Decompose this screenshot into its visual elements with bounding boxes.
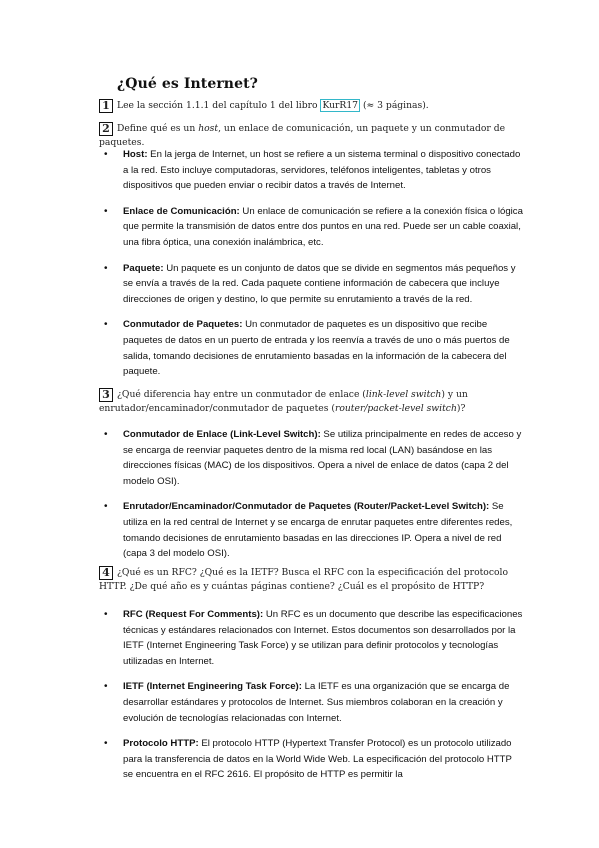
question-text: ¿Qué diferencia hay entre un conmutador de enlace (link-level switch) y un enrutador/encaminador/conmutador de paquetes (router/packet-level switch)?: [99, 389, 468, 414]
definition: Un paquete es un conjunto de datos que se divide en segmentos más pequeños y se envía a través de la red. Cada paquete contiene información de cabecera que incluye direcciones de origen y destino, lo que permite su enrutamiento a través de la red.: [123, 262, 516, 305]
section-title: ¿Qué es Internet?: [117, 76, 258, 92]
question-3: [99, 388, 529, 415]
bullet-icon: •: [104, 681, 108, 693]
definition: Se utiliza principalmente en redes de acceso y se encarga de reenviar paquetes dentro de la misma red local (LAN) basándose en las direcciones físicas (MAC) de los dispositivos. Opera a nivel de enlace de datos (capa 2 del modelo OSI).: [123, 429, 522, 487]
definition: Se utiliza en la red central de Internet y se encarga de enrutar paquetes entre diferentes redes, tomando decisiones de enrutamiento basadas en las direcciones IP. Opera a nivel de red (capa 3 del modelo OSI).: [123, 501, 513, 560]
bullet-icon: •: [104, 205, 108, 217]
question-number: 1: [99, 99, 113, 113]
definition: Un enlace de comunicación se refiere a la conexión física o lógica que permite la transmisión de datos entre dos puntos en una red. Puede ser un cable coaxial, una fibra óptica, una conexión inalámbrica, etc.: [123, 205, 523, 248]
question-text: Define qué es un host, un enlace de comunicación, un paquete y un conmutador de paquetes.: [99, 123, 506, 148]
definition: En la jerga de Internet, un host se refiere a un sistema terminal o dispositivo conectado a la red. Esto incluye computadoras, servidores, teléfonos inteligentes, tabletas y otros dispositivos que pueden enviar o recibir datos a través de Internet.: [123, 149, 521, 192]
definition: La IETF es una organización que se encarga de desarrollar estándares y protocolos de Internet. Sus miembros colaboran en la creación y evolución de tecnologías relacionadas con Internet.: [123, 681, 510, 724]
question-1: [99, 99, 529, 113]
question-number: 4: [99, 566, 113, 580]
list-item: [104, 147, 524, 194]
list-item: [104, 427, 524, 489]
definition: El protocolo HTTP (Hypertext Transfer Protocol) es un protocolo utilizado para la transferencia de datos en la World Wide Web. La especificación del protocolo HTTP se encuentra en el RFC 2616. El propósito de HTTP es permitir la: [123, 738, 512, 781]
definition: Un RFC es un documento que describe las especificaciones técnicas y estándares relacionados con Internet. Estos documentos son desarrollados por la IETF (Internet Engineering Task Force) y se utilizan para definir protocolos y tecnologías utilizadas en Internet.: [123, 609, 523, 667]
term: Enlace de Comunicación:: [123, 205, 240, 217]
bullet-icon: •: [104, 149, 108, 160]
list-item: [104, 679, 524, 726]
bullet-icon: •: [104, 319, 108, 331]
list-item: [104, 204, 524, 251]
question-4: [99, 566, 529, 593]
term: Conmutador de Paquetes:: [123, 319, 243, 331]
list-item: [104, 607, 524, 669]
answer-list-q4: [104, 607, 524, 793]
bullet-icon: •: [104, 609, 108, 620]
bullet-icon: •: [104, 738, 108, 750]
citation-link[interactable]: KurR17: [322, 100, 359, 111]
question-text: ¿Qué es un RFC? ¿Qué es la IETF? Busca el RFC con la especificación del protocolo HTTP. ¿De qué año es y cuántas páginas contiene? ¿Cuál es el propósito de HTTP?: [99, 567, 508, 592]
term: Host:: [123, 149, 148, 160]
bullet-icon: •: [104, 429, 108, 440]
term: Conmutador de Enlace (Link-Level Switch):: [123, 429, 321, 440]
question-text: Lee la sección 1.1.1 del capítulo 1 del libro KurR17 (≈ 3 páginas).: [117, 100, 429, 111]
list-item: [104, 499, 524, 561]
term: Protocolo HTTP:: [123, 738, 199, 750]
definition: Un conmutador de paquetes es un dispositivo que recibe paquetes de datos en un puerto de entrada y los reenvía a través de uno o más puertos de salida, tomando decisiones de enrutamiento basadas en la información de la cabecera del paquete.: [123, 319, 510, 378]
term: RFC (Request For Comments):: [123, 609, 264, 620]
answer-list-q2: [104, 147, 524, 390]
term: Paquete:: [123, 262, 164, 274]
term: Enrutador/Encaminador/Conmutador de Paquetes (Router/Packet-Level Switch):: [123, 501, 490, 513]
list-item: [104, 317, 524, 379]
list-item: [104, 736, 524, 783]
bullet-icon: •: [104, 262, 108, 274]
question-number: 2: [99, 122, 113, 136]
question-number: 3: [99, 388, 113, 402]
term: IETF (Internet Engineering Task Force):: [123, 681, 302, 693]
answer-list-q3: [104, 427, 524, 572]
list-item: [104, 261, 524, 308]
bullet-icon: •: [104, 501, 108, 513]
question-2: [99, 122, 529, 149]
